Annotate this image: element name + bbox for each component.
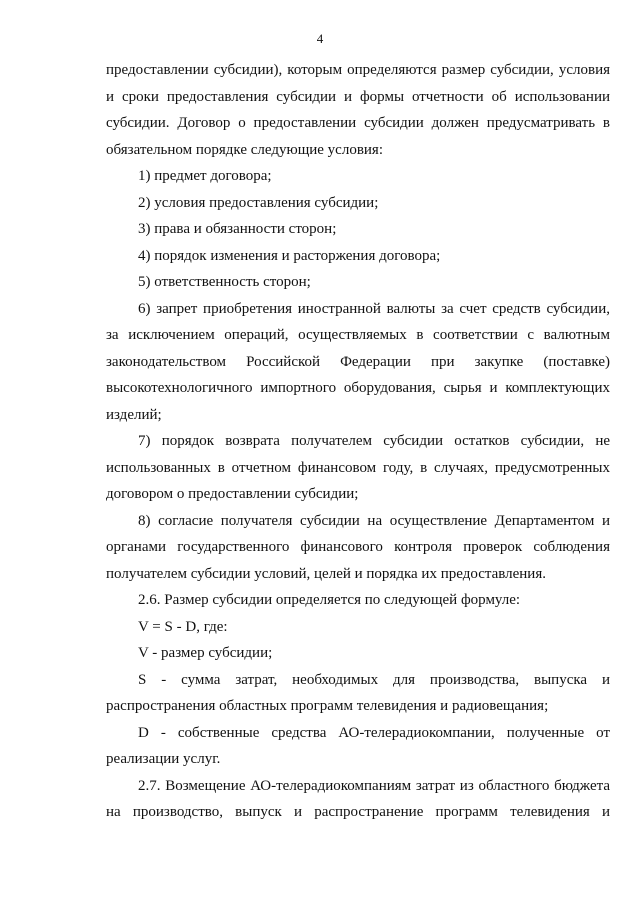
list-item-7: 7) порядок возврата получателем субсидии остатков субсидии, не использованных в отчетном финансовом году, в случаях, предусмотренных договором о предоставлении субсидии; — [106, 433, 610, 502]
formula: V = S - D, где: — [138, 618, 228, 635]
page-number: 4 — [316, 31, 324, 46]
list-item-5: 5) ответственность сторон; — [138, 274, 311, 290]
list-item-8: 8) согласие получателя субсидии на осуществление Департаментом и органами государственного финансового контроля проверок соблюдения получателем субсидии условий, целей и порядка их предоставления. — [106, 512, 610, 582]
formula-term-d: D - собственные средства АО-телерадиокомпании, полученные от реализации услуг. — [106, 724, 610, 767]
paragraph-contract-intro: предоставлении субсидии), которым определяются размер субсидии, условия и сроки предоставления субсидии и формы отчетности об использовании субсидии. Договор о предоставлении субсидии должен предусматривать в обязательном порядке следующие условия: — [106, 62, 610, 158]
list-item-3: 3) права и обязанности сторон; — [138, 221, 337, 237]
list-item-1: 1) предмет договора; — [138, 168, 272, 184]
list-item-2: 2) условия предоставления субсидии; — [138, 194, 379, 211]
formula-term-v: V - размер субсидии; — [138, 645, 273, 661]
list-item-6: 6) запрет приобретения иностранной валюты за счет средств субсидии, за исключением операций, осуществляемых в соответствии с валютным законодательством Российской Федерации при закупке (поставке) высокотехнологичного импортного оборудования, сырья и комплектующих изделий; — [106, 300, 610, 423]
section-2-6: 2.6. Размер субсидии определяется по следующей формуле: — [138, 592, 521, 608]
document-body — [106, 57, 610, 826]
section-2-7: 2.7. Возмещение АО-телерадиокомпаниям затрат из областного бюджета на производство, выпуск и распространение программ телевидения и — [106, 777, 610, 820]
formula-term-s: S - сумма затрат, необходимых для производства, выпуска и распространения областных программ телевидения и радиовещания; — [106, 671, 610, 714]
list-item-4: 4) порядок изменения и расторжения договора; — [138, 247, 441, 264]
